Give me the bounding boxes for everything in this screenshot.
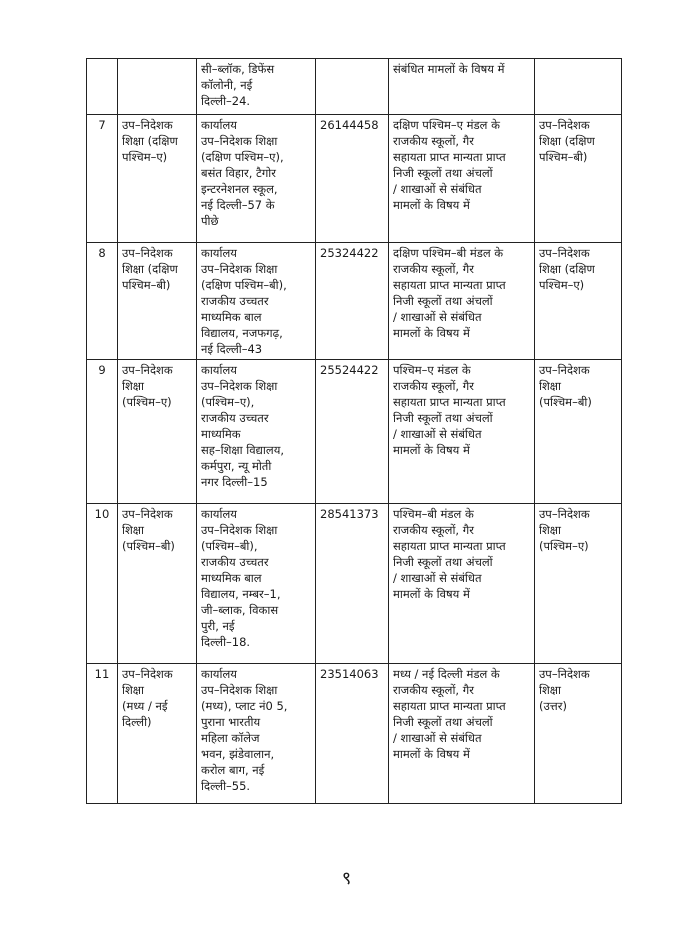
table-row bbox=[87, 360, 622, 504]
cell-line: उप–निदेशक bbox=[122, 363, 173, 377]
cell-line: शिक्षा bbox=[122, 379, 145, 393]
table-row bbox=[87, 59, 622, 115]
cell-line: पुराना भारतीय bbox=[201, 715, 261, 729]
cell-line: राजकीय स्कूलों, गैर bbox=[393, 379, 474, 393]
cell-line: (पश्चिम–ए) bbox=[122, 395, 172, 409]
cell-line: शिक्षा bbox=[539, 379, 562, 393]
cell-line: दक्षिण पश्चिम–ए मंडल के bbox=[393, 118, 500, 132]
cell-line: राजकीय स्कूलों, गैर bbox=[393, 262, 474, 276]
cell-text: 11 bbox=[94, 667, 110, 681]
cell-text: 9 bbox=[98, 363, 106, 377]
cell-line: उप–निदेशक bbox=[539, 363, 590, 377]
cell-text: 28541373 bbox=[320, 507, 379, 521]
cell-line: कर्मपुरा, न्यू मोती bbox=[201, 459, 272, 473]
cell-line: कार्यालय bbox=[201, 667, 237, 681]
cell-line: करोल बाग, नई bbox=[201, 763, 265, 777]
cell-line: सहायता प्राप्त मान्यता प्राप्त bbox=[393, 539, 506, 553]
cell-line: निजी स्कूलों तथा अंचलों bbox=[393, 294, 493, 308]
cell-line: सी–ब्लॉक, डिफेंस bbox=[201, 62, 275, 76]
cell-line: सह–शिक्षा विद्यालय, bbox=[201, 443, 285, 457]
cell-line: सहायता प्राप्त मान्यता प्राप्त bbox=[393, 150, 506, 164]
cell-line: माध्यमिक bbox=[201, 427, 241, 441]
cell-line: राजकीय उच्चतर bbox=[201, 555, 269, 569]
cell-line: पश्चिम–ए मंडल के bbox=[393, 363, 471, 377]
phone-cell bbox=[316, 115, 389, 243]
coverage-officer-cell bbox=[535, 115, 622, 243]
cell-line: नई दिल्ली–57 के bbox=[201, 198, 275, 212]
scope-cell bbox=[389, 115, 535, 243]
cell-line: मामलों के विषय में bbox=[393, 587, 470, 601]
cell-line: (पश्चिम–बी), bbox=[201, 539, 258, 553]
phone-cell bbox=[316, 59, 389, 115]
designation-cell bbox=[118, 243, 197, 360]
cell-line: इन्टरनेशनल स्कूल, bbox=[201, 182, 278, 196]
cell-line: शिक्षा (दक्षिण bbox=[539, 262, 595, 276]
cell-line: (दक्षिण पश्चिम–बी), bbox=[201, 278, 287, 292]
cell-text: 8 bbox=[98, 246, 106, 260]
page-number: ९ bbox=[341, 868, 352, 889]
cell-line: उप–निदेशक bbox=[539, 246, 590, 260]
cell-line: सहायता प्राप्त मान्यता प्राप्त bbox=[393, 699, 506, 713]
cell-line: शिक्षा bbox=[122, 683, 145, 697]
cell-line: उप–निदेशक bbox=[539, 118, 590, 132]
cell-line: सहायता प्राप्त मान्यता प्राप्त bbox=[393, 278, 506, 292]
cell-line: उप–निदेशक bbox=[122, 667, 173, 681]
cell-text: 25324422 bbox=[320, 246, 379, 260]
cell-line: पीछे bbox=[201, 214, 219, 228]
cell-line: शिक्षा bbox=[539, 683, 562, 697]
serial-number-cell bbox=[87, 504, 118, 664]
cell-line: शिक्षा (दक्षिण bbox=[122, 262, 178, 276]
cell-line: राजकीय उच्चतर bbox=[201, 411, 269, 425]
cell-text: 10 bbox=[94, 507, 110, 521]
cell-line: कार्यालय bbox=[201, 118, 237, 132]
cell-line: दिल्ली–55. bbox=[201, 779, 251, 793]
cell-line: दक्षिण पश्चिम–बी मंडल के bbox=[393, 246, 504, 260]
cell-text: 7 bbox=[98, 118, 106, 132]
scope-cell bbox=[389, 664, 535, 804]
cell-text: 25524422 bbox=[320, 363, 379, 377]
serial-number-cell bbox=[87, 243, 118, 360]
designation-cell bbox=[118, 115, 197, 243]
coverage-officer-cell bbox=[535, 664, 622, 804]
scope-cell bbox=[389, 59, 535, 115]
cell-line: (मध्य), प्लाट नं0 5, bbox=[201, 699, 288, 713]
table-row bbox=[87, 504, 622, 664]
table-row bbox=[87, 664, 622, 804]
cell-line: उप–निदेशक bbox=[539, 507, 590, 521]
cell-line: कार्यालय bbox=[201, 507, 237, 521]
phone-cell bbox=[316, 243, 389, 360]
cell-line: पश्चिम–ए) bbox=[122, 150, 168, 164]
cell-text: 23514063 bbox=[320, 667, 379, 681]
scope-cell bbox=[389, 360, 535, 504]
phone-cell bbox=[316, 504, 389, 664]
officers-table bbox=[86, 58, 622, 804]
serial-number-cell bbox=[87, 115, 118, 243]
cell-line: मामलों के विषय में bbox=[393, 326, 470, 340]
cell-line: निजी स्कूलों तथा अंचलों bbox=[393, 555, 493, 569]
serial-number-cell bbox=[87, 59, 118, 115]
cell-line: शिक्षा bbox=[539, 523, 562, 537]
cell-line: / शाखाओं से संबंधित bbox=[393, 571, 482, 585]
designation-cell bbox=[118, 59, 197, 115]
cell-line: पुरी, नई bbox=[201, 619, 235, 633]
cell-line: (पश्चिम–ए) bbox=[539, 539, 589, 553]
cell-line: मध्य / नई दिल्ली मंडल के bbox=[393, 667, 500, 681]
coverage-officer-cell bbox=[535, 504, 622, 664]
cell-line: उप–निदेशक bbox=[539, 667, 590, 681]
table-row bbox=[87, 243, 622, 360]
cell-line: कॉलोनी, नई bbox=[201, 78, 253, 92]
cell-line: निजी स्कूलों तथा अंचलों bbox=[393, 715, 493, 729]
scope-cell bbox=[389, 243, 535, 360]
cell-line: सहायता प्राप्त मान्यता प्राप्त bbox=[393, 395, 506, 409]
officers-table-body bbox=[87, 59, 622, 804]
cell-line: शिक्षा bbox=[122, 523, 145, 537]
office-address-cell bbox=[197, 360, 316, 504]
cell-line: (मध्य / नई bbox=[122, 699, 168, 713]
coverage-officer-cell bbox=[535, 360, 622, 504]
cell-line: मामलों के विषय में bbox=[393, 198, 470, 212]
cell-line: / शाखाओं से संबंधित bbox=[393, 182, 482, 196]
cell-line: उप–निदेशक शिक्षा bbox=[201, 379, 278, 393]
cell-line: राजकीय स्कूलों, गैर bbox=[393, 683, 474, 697]
cell-line: उप–निदेशक शिक्षा bbox=[201, 262, 278, 276]
cell-line: उप–निदेशक शिक्षा bbox=[201, 134, 278, 148]
designation-cell bbox=[118, 504, 197, 664]
cell-line: नई दिल्ली–43 bbox=[201, 342, 263, 356]
cell-line: (दक्षिण पश्चिम–ए), bbox=[201, 150, 284, 164]
cell-line: पश्चिम–ए) bbox=[539, 278, 585, 292]
office-address-cell bbox=[197, 115, 316, 243]
designation-cell bbox=[118, 664, 197, 804]
cell-line: उप–निदेशक bbox=[122, 118, 173, 132]
cell-line: पश्चिम–बी मंडल के bbox=[393, 507, 474, 521]
cell-line: जी–ब्लाक, विकास bbox=[201, 603, 279, 617]
cell-line: मामलों के विषय में bbox=[393, 747, 470, 761]
office-address-cell bbox=[197, 59, 316, 115]
cell-line: उप–निदेशक bbox=[122, 246, 173, 260]
cell-line: संबंधित मामलों के विषय में bbox=[393, 62, 505, 76]
cell-line: कार्यालय bbox=[201, 246, 237, 260]
cell-line: शिक्षा (दक्षिण bbox=[539, 134, 595, 148]
serial-number-cell bbox=[87, 664, 118, 804]
cell-line: राजकीय स्कूलों, गैर bbox=[393, 134, 474, 148]
coverage-officer-cell bbox=[535, 243, 622, 360]
cell-line: पश्चिम–बी) bbox=[122, 278, 171, 292]
cell-line: निजी स्कूलों तथा अंचलों bbox=[393, 166, 493, 180]
phone-cell bbox=[316, 360, 389, 504]
cell-line: माध्यमिक बाल bbox=[201, 571, 262, 585]
phone-cell bbox=[316, 664, 389, 804]
cell-line: / शाखाओं से संबंधित bbox=[393, 731, 482, 745]
cell-line: निजी स्कूलों तथा अंचलों bbox=[393, 411, 493, 425]
cell-line: उप–निदेशक शिक्षा bbox=[201, 683, 278, 697]
cell-line: माध्यमिक बाल bbox=[201, 310, 262, 324]
cell-line: (पश्चिम–बी) bbox=[539, 395, 592, 409]
cell-line: (पश्चिम–ए), bbox=[201, 395, 255, 409]
cell-line: उप–निदेशक शिक्षा bbox=[201, 523, 278, 537]
cell-line: पश्चिम–बी) bbox=[539, 150, 588, 164]
cell-line: दिल्ली–18. bbox=[201, 635, 251, 649]
cell-line: दिल्ली–24. bbox=[201, 94, 251, 108]
cell-line: (उत्तर) bbox=[539, 699, 567, 713]
cell-line: महिला कॉलेज bbox=[201, 731, 260, 745]
cell-line: उप–निदेशक bbox=[122, 507, 173, 521]
cell-line: मामलों के विषय में bbox=[393, 443, 470, 457]
cell-line: राजकीय स्कूलों, गैर bbox=[393, 523, 474, 537]
cell-line: विद्यालय, नजफगढ़, bbox=[201, 326, 283, 340]
cell-line: दिल्ली) bbox=[122, 715, 152, 729]
cell-line: (पश्चिम–बी) bbox=[122, 539, 175, 553]
cell-line: / शाखाओं से संबंधित bbox=[393, 427, 482, 441]
table-row bbox=[87, 115, 622, 243]
designation-cell bbox=[118, 360, 197, 504]
office-address-cell bbox=[197, 243, 316, 360]
cell-line: / शाखाओं से संबंधित bbox=[393, 310, 482, 324]
cell-line: भवन, झंडेवालान, bbox=[201, 747, 275, 761]
office-address-cell bbox=[197, 504, 316, 664]
cell-text: 26144458 bbox=[320, 118, 379, 132]
scope-cell bbox=[389, 504, 535, 664]
cell-line: शिक्षा (दक्षिण bbox=[122, 134, 178, 148]
cell-line: बसंत विहार, टैगोर bbox=[201, 166, 276, 180]
cell-line: नगर दिल्ली–15 bbox=[201, 475, 268, 489]
serial-number-cell bbox=[87, 360, 118, 504]
coverage-officer-cell bbox=[535, 59, 622, 115]
cell-line: कार्यालय bbox=[201, 363, 237, 377]
cell-line: विद्यालय, नम्बर–1, bbox=[201, 587, 281, 601]
office-address-cell bbox=[197, 664, 316, 804]
cell-line: राजकीय उच्चतर bbox=[201, 294, 269, 308]
